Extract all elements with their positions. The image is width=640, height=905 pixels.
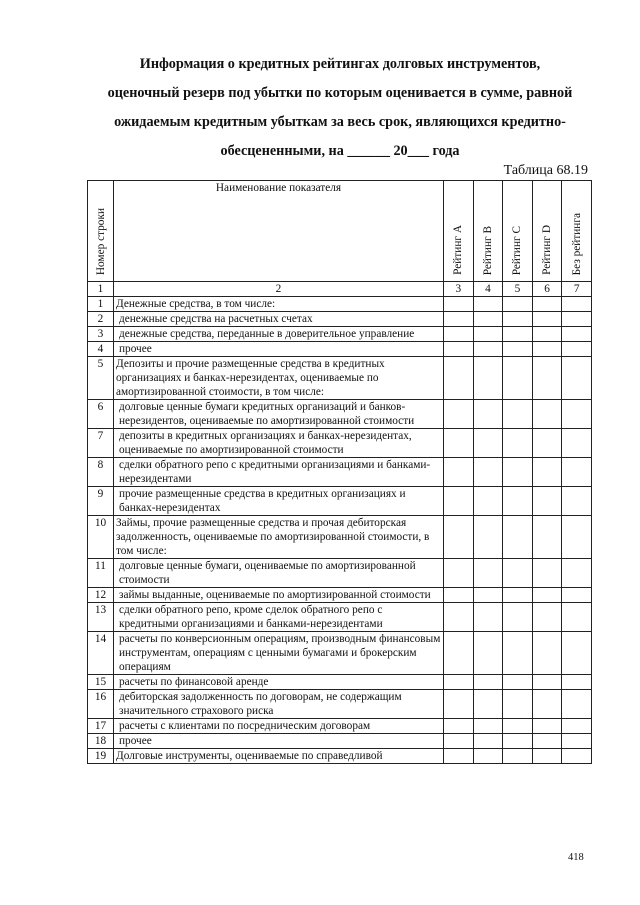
rating-value-cell[interactable]	[503, 312, 533, 327]
rating-value-cell[interactable]	[562, 632, 592, 675]
indicator-cell: Долговые инструменты, оцениваемые по справедливой	[114, 749, 444, 764]
row-number-cell: 9	[88, 487, 114, 516]
row-number-cell: 2	[88, 312, 114, 327]
rating-value-cell[interactable]	[503, 749, 533, 764]
table-row	[88, 312, 592, 327]
column-index-cell: 7	[562, 282, 592, 297]
rating-value-cell[interactable]	[473, 429, 503, 458]
rating-value-cell[interactable]	[473, 342, 503, 357]
header-row-number	[88, 181, 114, 282]
rating-value-cell[interactable]	[532, 588, 562, 603]
rating-value-cell[interactable]	[562, 327, 592, 342]
rating-value-cell[interactable]	[473, 516, 503, 559]
credit-ratings-table	[87, 180, 592, 764]
rating-value-cell[interactable]	[473, 588, 503, 603]
rating-value-cell[interactable]	[562, 588, 592, 603]
rating-value-cell[interactable]	[503, 342, 533, 357]
rating-value-cell[interactable]	[562, 719, 592, 734]
rating-value-cell[interactable]	[473, 675, 503, 690]
column-index-cell: 1	[88, 282, 114, 297]
rating-value-cell[interactable]	[473, 632, 503, 675]
indicator-cell: денежные средства, переданные в доверительное управление	[114, 327, 444, 342]
header-rating-a-label: Рейтинг A	[452, 225, 465, 275]
indicator-cell: Денежные средства, в том числе:	[114, 297, 444, 312]
header-rating-d-label: Рейтинг D	[541, 225, 554, 275]
rating-value-cell[interactable]	[503, 632, 533, 675]
rating-value-cell[interactable]	[503, 719, 533, 734]
rating-value-cell[interactable]	[444, 357, 474, 400]
rating-value-cell[interactable]	[532, 632, 562, 675]
header-rating-c-label: Рейтинг C	[511, 225, 524, 275]
header-indicator: Наименование показателя	[114, 181, 444, 282]
row-number-cell: 16	[88, 690, 114, 719]
rating-value-cell[interactable]	[473, 690, 503, 719]
indicator-cell: долговые ценные бумаги кредитных организаций и банков-нерезидентов, оцениваемые по амортизированной стоимости	[114, 400, 444, 429]
table-row	[88, 690, 592, 719]
rating-value-cell[interactable]	[444, 312, 474, 327]
title-line-1: Информация о кредитных рейтингах долговых инструментов,	[139, 56, 541, 72]
rating-value-cell[interactable]	[473, 719, 503, 734]
indicator-cell: расчеты по финансовой аренде	[114, 675, 444, 690]
rating-value-cell[interactable]	[532, 559, 562, 588]
title-line-3: ожидаемым кредитным убыткам за весь срок, являющихся кредитно-	[114, 114, 566, 130]
rating-value-cell[interactable]	[532, 297, 562, 312]
rating-value-cell[interactable]	[503, 458, 533, 487]
header-row	[88, 181, 592, 282]
rating-value-cell[interactable]	[444, 559, 474, 588]
rating-value-cell[interactable]	[444, 588, 474, 603]
rating-value-cell[interactable]	[562, 487, 592, 516]
table-row	[88, 632, 592, 675]
column-index-row	[88, 282, 592, 297]
table-row	[88, 603, 592, 632]
column-index-cell: 2	[114, 282, 444, 297]
rating-value-cell[interactable]	[503, 675, 533, 690]
row-number-cell: 12	[88, 588, 114, 603]
table-row	[88, 588, 592, 603]
row-number-cell: 3	[88, 327, 114, 342]
rating-value-cell[interactable]	[532, 719, 562, 734]
row-number-cell: 10	[88, 516, 114, 559]
rating-value-cell[interactable]	[444, 458, 474, 487]
header-rating-b-label: Рейтинг B	[481, 225, 494, 275]
rating-value-cell[interactable]	[444, 719, 474, 734]
rating-value-cell[interactable]	[503, 603, 533, 632]
column-index-cell: 5	[503, 282, 533, 297]
column-index-cell: 4	[473, 282, 503, 297]
rating-value-cell[interactable]	[444, 342, 474, 357]
row-number-cell: 4	[88, 342, 114, 357]
title-line-4: обесцененными, на ______ 20___ года	[220, 143, 460, 159]
rating-value-cell[interactable]	[532, 603, 562, 632]
indicator-cell: Депозиты и прочие размещенные средства в кредитных организациях и банках-нерезидентах, оцениваемые по амортизированной стоимости, в том числе:	[114, 357, 444, 400]
rating-value-cell[interactable]	[562, 342, 592, 357]
header-rating-b	[473, 181, 503, 282]
rating-value-cell[interactable]	[503, 734, 533, 749]
row-number-cell: 19	[88, 749, 114, 764]
header-rating-c	[503, 181, 533, 282]
row-number-cell: 14	[88, 632, 114, 675]
column-index-cell: 3	[444, 282, 474, 297]
row-number-cell: 5	[88, 357, 114, 400]
rating-value-cell[interactable]	[532, 429, 562, 458]
table-row	[88, 516, 592, 559]
row-number-cell: 7	[88, 429, 114, 458]
rating-value-cell[interactable]	[444, 632, 474, 675]
rating-value-cell[interactable]	[503, 357, 533, 400]
rating-value-cell[interactable]	[444, 749, 474, 764]
rating-value-cell[interactable]	[562, 458, 592, 487]
row-number-cell: 11	[88, 559, 114, 588]
rating-value-cell[interactable]	[473, 487, 503, 516]
indicator-cell: денежные средства на расчетных счетах	[114, 312, 444, 327]
row-number-cell: 13	[88, 603, 114, 632]
table-row	[88, 719, 592, 734]
rating-value-cell[interactable]	[532, 487, 562, 516]
table-caption: Таблица 68.19	[503, 163, 588, 178]
rating-value-cell[interactable]	[562, 400, 592, 429]
rating-value-cell[interactable]	[562, 429, 592, 458]
rating-value-cell[interactable]	[532, 458, 562, 487]
rating-value-cell[interactable]	[532, 516, 562, 559]
rating-value-cell[interactable]	[532, 342, 562, 357]
rating-value-cell[interactable]	[444, 690, 474, 719]
indicator-cell: долговые ценные бумаги, оцениваемые по амортизированной стоимости	[114, 559, 444, 588]
indicator-cell: сделки обратного репо, кроме сделок обратного репо с кредитными организациями и банками-нерезидентами	[114, 603, 444, 632]
rating-value-cell[interactable]	[562, 516, 592, 559]
rating-value-cell[interactable]	[503, 487, 533, 516]
rating-value-cell[interactable]	[503, 559, 533, 588]
rating-value-cell[interactable]	[503, 588, 533, 603]
rating-value-cell[interactable]	[503, 516, 533, 559]
rating-value-cell[interactable]	[473, 559, 503, 588]
indicator-cell: расчеты по конверсионным операциям, производным финансовым инструментам, операциям с ценными бумагами и брокерским операциям	[114, 632, 444, 675]
rating-value-cell[interactable]	[562, 603, 592, 632]
rating-value-cell[interactable]	[444, 297, 474, 312]
document-title	[60, 50, 620, 166]
rating-value-cell[interactable]	[473, 312, 503, 327]
rating-value-cell[interactable]	[444, 675, 474, 690]
rating-value-cell[interactable]	[562, 690, 592, 719]
header-rating-d	[532, 181, 562, 282]
rating-value-cell[interactable]	[532, 734, 562, 749]
rating-value-cell[interactable]	[444, 734, 474, 749]
indicator-cell: прочее	[114, 342, 444, 357]
indicator-cell: прочее	[114, 734, 444, 749]
header-row-number-label: Номер строки	[94, 207, 107, 275]
row-number-cell: 15	[88, 675, 114, 690]
row-number-cell: 6	[88, 400, 114, 429]
rating-value-cell[interactable]	[473, 327, 503, 342]
rating-value-cell[interactable]	[562, 297, 592, 312]
indicator-cell: депозиты в кредитных организациях и банках-нерезидентах, оцениваемые по амортизированной стоимости	[114, 429, 444, 458]
rating-value-cell[interactable]	[473, 400, 503, 429]
table-row	[88, 357, 592, 400]
indicator-cell: сделки обратного репо с кредитными организациями и банками-нерезидентами	[114, 458, 444, 487]
table-row	[88, 734, 592, 749]
column-index-cell: 6	[532, 282, 562, 297]
rating-value-cell[interactable]	[562, 357, 592, 400]
rating-value-cell[interactable]	[444, 429, 474, 458]
rating-value-cell[interactable]	[562, 749, 592, 764]
rating-value-cell[interactable]	[532, 357, 562, 400]
table-row	[88, 400, 592, 429]
rating-value-cell[interactable]	[473, 357, 503, 400]
rating-value-cell[interactable]	[503, 327, 533, 342]
row-number-cell: 18	[88, 734, 114, 749]
header-no-rating	[562, 181, 592, 282]
indicator-cell: расчеты с клиентами по посредническим договорам	[114, 719, 444, 734]
rating-value-cell[interactable]	[532, 690, 562, 719]
rating-value-cell[interactable]	[473, 297, 503, 312]
rating-value-cell[interactable]	[532, 327, 562, 342]
page-number: 418	[568, 852, 584, 863]
rating-value-cell[interactable]	[532, 312, 562, 327]
table-row	[88, 749, 592, 764]
rating-value-cell[interactable]	[503, 400, 533, 429]
rating-value-cell[interactable]	[473, 458, 503, 487]
rating-value-cell[interactable]	[503, 690, 533, 719]
rating-value-cell[interactable]	[444, 327, 474, 342]
header-no-rating-label: Без рейтинга	[570, 212, 583, 275]
row-number-cell: 1	[88, 297, 114, 312]
rating-value-cell[interactable]	[444, 487, 474, 516]
header-rating-a	[444, 181, 474, 282]
rating-value-cell[interactable]	[473, 749, 503, 764]
row-number-cell: 8	[88, 458, 114, 487]
rating-value-cell[interactable]	[473, 734, 503, 749]
rating-value-cell[interactable]	[562, 734, 592, 749]
rating-value-cell[interactable]	[562, 559, 592, 588]
table-row	[88, 429, 592, 458]
table-row	[88, 327, 592, 342]
table-row	[88, 559, 592, 588]
rating-value-cell[interactable]	[532, 675, 562, 690]
rating-value-cell[interactable]	[444, 603, 474, 632]
rating-value-cell[interactable]	[532, 749, 562, 764]
table-row	[88, 675, 592, 690]
indicator-cell: займы выданные, оцениваемые по амортизированной стоимости	[114, 588, 444, 603]
rating-value-cell[interactable]	[473, 603, 503, 632]
rating-value-cell[interactable]	[532, 400, 562, 429]
rating-value-cell[interactable]	[562, 312, 592, 327]
indicator-cell: Займы, прочие размещенные средства и прочая дебиторская задолженность, оцениваемые по амортизированной стоимости, в том числе:	[114, 516, 444, 559]
table-row	[88, 297, 592, 312]
rating-value-cell[interactable]	[562, 675, 592, 690]
table-row	[88, 487, 592, 516]
rating-value-cell[interactable]	[444, 516, 474, 559]
title-line-2: оценочный резерв под убытки по которым оценивается в сумме, равной	[107, 85, 573, 101]
rating-value-cell[interactable]	[503, 297, 533, 312]
indicator-cell: прочие размещенные средства в кредитных организациях и банках-нерезидентах	[114, 487, 444, 516]
row-number-cell: 17	[88, 719, 114, 734]
table-row	[88, 342, 592, 357]
rating-value-cell[interactable]	[503, 429, 533, 458]
table-row	[88, 458, 592, 487]
indicator-cell: дебиторская задолженность по договорам, не содержащим значительного страхового риска	[114, 690, 444, 719]
rating-value-cell[interactable]	[444, 400, 474, 429]
